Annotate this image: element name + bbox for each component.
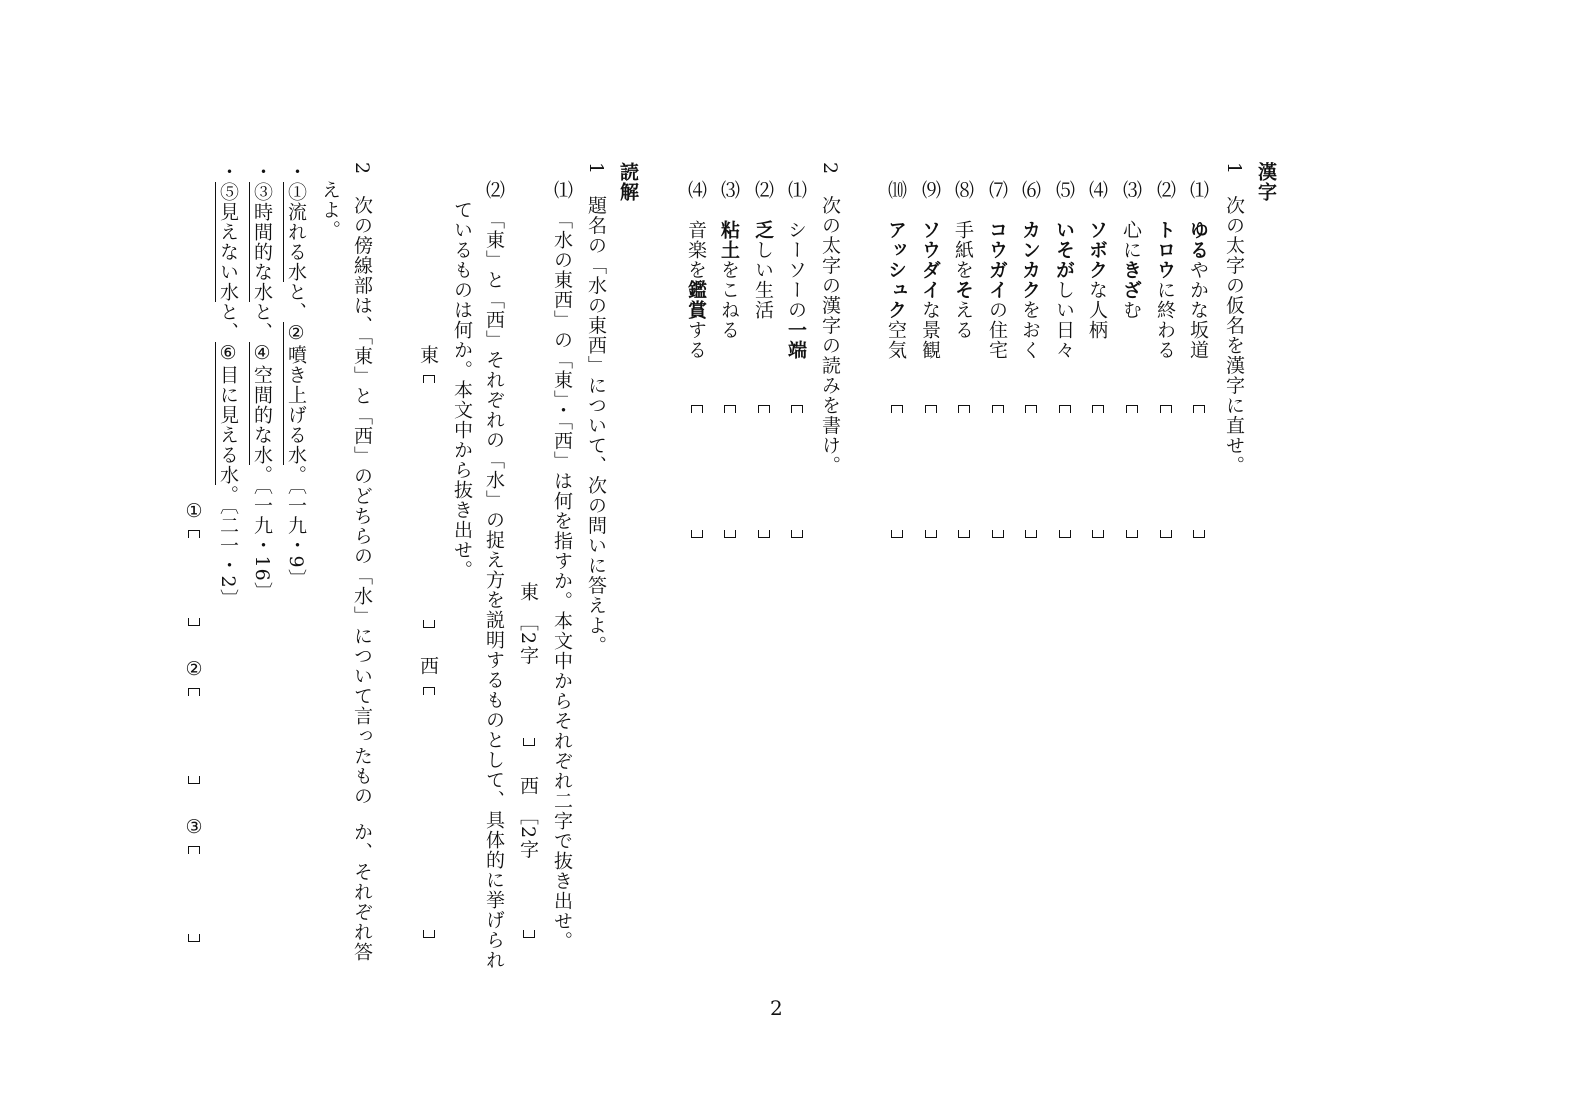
item-target: そ [952, 280, 974, 300]
answer-bracket-open [1193, 405, 1205, 413]
reading-q1-sub1-west-label: 西 [517, 776, 539, 796]
answer-label: ② [183, 658, 205, 681]
answer-bracket-close [758, 530, 770, 538]
page-reference: 〔一九・9〕 [285, 485, 307, 589]
underlined-phrase: ③時間的な水 [251, 182, 273, 302]
kanji-item [753, 180, 772, 320]
kanji-item [953, 180, 972, 340]
answer-bracket-open [188, 688, 200, 696]
item-number: ⑴ [1187, 180, 1209, 200]
kanji-q2-instruction [820, 162, 839, 475]
question-number: 2 [819, 162, 841, 176]
bullet-item [286, 162, 305, 589]
item-suffix: しい日々 [1053, 280, 1075, 360]
punctuation: 。 [285, 465, 307, 485]
answer-bracket-open [1025, 405, 1037, 413]
answer-bracket-close [724, 530, 736, 538]
answer-bracket-close [1025, 530, 1037, 538]
item-suffix: える [952, 300, 974, 340]
underlined-phrase: ②噴き上げる水 [285, 322, 307, 465]
answer-bracket-close [925, 530, 937, 538]
reading-q2-instruction-line1-end: か、それぞれ答 [351, 822, 373, 962]
reading-q1-instruction [586, 162, 605, 655]
item-suffix: をおく [1019, 300, 1041, 360]
answer-bracket-close [188, 776, 200, 784]
item-prefix: シーソーの [785, 220, 807, 320]
item-number: ⑵ [752, 180, 774, 200]
kanji-item [1020, 180, 1039, 360]
answer-bracket-open [423, 687, 435, 695]
reading-q1-sub2-text-line1: 「東」と「西」それぞれの「水」の捉え方を説明するものとして、具体的に挙げられ [483, 210, 505, 970]
answer-bracket-close [1193, 530, 1205, 538]
answer-bracket-open [1160, 405, 1172, 413]
answer-bracket-close [1126, 530, 1138, 538]
item-number: ⑵ [1154, 180, 1176, 200]
answer-bracket-open [992, 405, 1004, 413]
item-suffix: する [685, 320, 707, 360]
answer-bracket-close [691, 530, 703, 538]
question-number: 1 [1223, 162, 1245, 176]
kanji-item [1188, 180, 1207, 360]
answer-bracket-open [423, 375, 435, 383]
item-suffix: をこねる [718, 260, 740, 340]
item-target: ゆる [1187, 220, 1209, 260]
bullet-dot: ・ [285, 162, 307, 182]
item-number: ⑹ [1019, 180, 1041, 200]
answer-bracket-close [423, 930, 435, 938]
item-suffix: む [1120, 300, 1142, 320]
connector-text: と、 [251, 302, 273, 342]
kanji-item [920, 180, 939, 360]
reading-q1-sub1-text: 「水の東西」の「東」・「西」は何を指すか。本文中からそれぞれ二字で抜き出せ。 [551, 210, 573, 951]
answer-bracket-open [1059, 405, 1071, 413]
answer-bracket-close [523, 738, 535, 746]
reading-q1-sub1-west-hint: ［2字 [517, 806, 539, 860]
punctuation: 。 [217, 485, 239, 505]
item-target: きざ [1120, 260, 1142, 300]
answer-bracket-open [1126, 405, 1138, 413]
reading-q1-sub1-east-label: 東 [517, 582, 539, 602]
answer-bracket-open [188, 846, 200, 854]
kanji-item [1054, 180, 1073, 360]
item-number: ⑽ [885, 180, 907, 200]
underlined-phrase: ⑤見えない水 [217, 182, 239, 302]
answer-bracket-open [791, 405, 803, 413]
kanji-q1-instruction [1224, 162, 1243, 475]
item-target: 粘土 [718, 220, 740, 260]
item-target: いそが [1053, 220, 1075, 280]
item-number: ⑶ [718, 180, 740, 200]
question-number: 2 [351, 162, 373, 176]
item-number: ⑸ [1053, 180, 1075, 200]
reading-q1-sub2-east-label: 東 [417, 345, 439, 365]
bullet-dot: ・ [251, 162, 273, 182]
answer-bracket-open [758, 405, 770, 413]
item-target: カンカク [1019, 220, 1041, 300]
answer-bracket-open [188, 530, 200, 538]
item-target: アッシュク [885, 220, 907, 320]
answer-bracket-close [188, 618, 200, 626]
item-number: ⑻ [952, 180, 974, 200]
answer-bracket-open [891, 405, 903, 413]
instruction-text: 次の傍線部は、「東」と「西」のどちらの「水」について言ったもの [351, 195, 373, 806]
item-target: トロウ [1154, 220, 1176, 280]
item-number: ⑷ [685, 180, 707, 200]
item-suffix: やかな坂道 [1187, 260, 1209, 360]
item-suffix: な景観 [919, 300, 941, 360]
page-reference: 〔一九・16〕 [251, 485, 273, 602]
kanji-item [786, 180, 805, 360]
question-number: 1 [585, 162, 607, 176]
kanji-item [1121, 180, 1140, 320]
item-target: コウガイ [986, 220, 1008, 300]
answer-bracket-open [958, 405, 970, 413]
item-suffix: の住宅 [986, 300, 1008, 360]
answer-bracket-close [523, 930, 535, 938]
connector-text: と、 [285, 282, 307, 322]
item-suffix: 空気 [885, 320, 907, 360]
bullet-item [218, 162, 237, 609]
kanji-item [686, 180, 705, 360]
item-target: ソウダイ [919, 220, 941, 300]
item-target: ソボク [1086, 220, 1108, 280]
instruction-text: 題名の「水の東西」について、次の問いに答えよ。 [585, 195, 607, 656]
instruction-text: 次の太字の仮名を漢字に直せ。 [1223, 195, 1245, 476]
answer-bracket-open [1092, 405, 1104, 413]
answer-bracket-close [992, 530, 1004, 538]
bullet-dot: ・ [217, 162, 239, 182]
instruction-text: 次の太字の漢字の読みを書け。 [819, 195, 841, 476]
page-number: 2 [770, 996, 783, 1020]
answer-label: ③ [183, 816, 205, 839]
answer-bracket-close [423, 620, 435, 628]
reading-q2-instruction-line1 [352, 162, 371, 806]
item-target: 鑑賞 [685, 280, 707, 320]
item-number: ⑴ [785, 180, 807, 200]
reading-q1-sub2-text-line2: ているものは何か。本文中から抜き出せ。 [451, 200, 473, 580]
reading-q1-sub2-number: ⑵ [483, 180, 505, 200]
connector-text: と、 [217, 302, 239, 342]
underlined-phrase: ⑥目に見える水 [217, 342, 239, 485]
kanji-item [987, 180, 1006, 360]
item-prefix: 心に [1120, 220, 1142, 260]
answer-bracket-close [188, 934, 200, 942]
answer-bracket-close [891, 530, 903, 538]
item-number: ⑺ [986, 180, 1008, 200]
underlined-phrase: ④空間的な水 [251, 342, 273, 465]
answer-bracket-close [1059, 530, 1071, 538]
punctuation: 。 [251, 465, 273, 485]
answer-label: ① [183, 500, 205, 523]
item-number: ⑶ [1120, 180, 1142, 200]
item-suffix: に終わる [1154, 280, 1176, 360]
section-title-reading: 読解 [617, 162, 639, 202]
answer-bracket-open [691, 405, 703, 413]
kanji-item [719, 180, 738, 340]
page-reference: 〔二一・2〕 [217, 505, 239, 609]
reading-q2-instruction-line2: えよ。 [319, 180, 341, 240]
item-target: 乏 [752, 220, 774, 240]
item-suffix: な人柄 [1086, 280, 1108, 340]
item-number: ⑷ [1086, 180, 1108, 200]
item-number: ⑼ [919, 180, 941, 200]
section-title-kanji: 漢字 [1255, 162, 1277, 202]
answer-bracket-close [958, 530, 970, 538]
item-prefix: 音楽を [685, 220, 707, 280]
bullet-item [252, 162, 271, 602]
reading-q1-sub2-west-label: 西 [417, 656, 439, 676]
reading-q1-sub1-number: ⑴ [551, 180, 573, 200]
item-target: 一端 [785, 320, 807, 360]
underlined-phrase: ①流れる水 [285, 182, 307, 282]
reading-q1-sub1-east-hint: ［2字 [517, 612, 539, 666]
answer-bracket-close [791, 530, 803, 538]
item-suffix: しい生活 [752, 240, 774, 320]
answer-bracket-close [1092, 530, 1104, 538]
kanji-item [1155, 180, 1174, 360]
item-prefix: 手紙を [952, 220, 974, 280]
kanji-item [886, 180, 905, 360]
answer-bracket-open [724, 405, 736, 413]
answer-bracket-open [925, 405, 937, 413]
answer-bracket-close [1160, 530, 1172, 538]
kanji-item [1087, 180, 1106, 340]
